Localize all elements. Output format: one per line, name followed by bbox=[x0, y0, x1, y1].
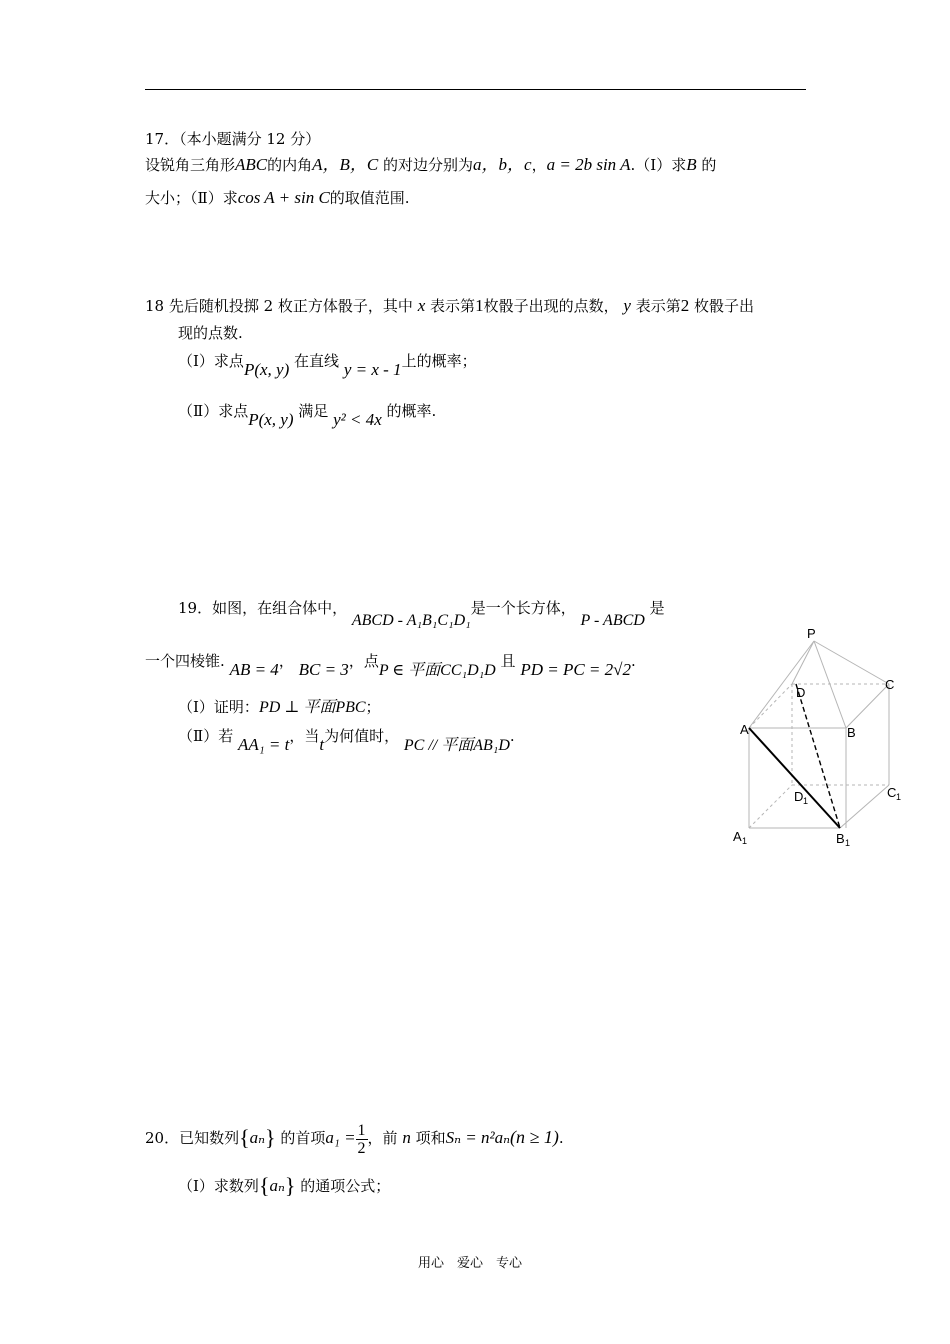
q17-text: ， bbox=[531, 156, 547, 174]
figure-diagonal-db1 bbox=[796, 684, 840, 828]
q17-text: 的取值范围. bbox=[329, 189, 410, 207]
q17-text: 的内角 bbox=[267, 156, 313, 174]
q18-text: （Ⅱ）求点 bbox=[178, 402, 249, 420]
q20-line1 bbox=[145, 1119, 564, 1157]
q18-line2: 现的点数. bbox=[178, 324, 243, 342]
q18-text: 枚骰子出 bbox=[693, 297, 754, 315]
q17-text: 的 bbox=[701, 156, 717, 174]
figure-diagonal-ab1 bbox=[749, 728, 840, 828]
q17-header: 17．（本小题满分 12 分） bbox=[145, 130, 321, 148]
label-b: B bbox=[847, 725, 856, 740]
q18-text: 上的概率； bbox=[401, 352, 477, 370]
q20-brace: { bbox=[258, 1173, 270, 1198]
label-a: A bbox=[740, 722, 749, 737]
q17-sides: a，b，c bbox=[473, 155, 532, 174]
q18-inequality: y² < 4x bbox=[333, 410, 382, 429]
q17-equation: a = 2b sin A bbox=[546, 155, 631, 174]
q19-pyramid: P - ABCD bbox=[580, 612, 645, 629]
q19-figure bbox=[725, 620, 915, 860]
q18-text: 枚骰子出现的点数， bbox=[483, 297, 619, 315]
q18-part1 bbox=[178, 350, 477, 379]
q18-text: 表示第 bbox=[635, 297, 681, 315]
q19-line1 bbox=[178, 597, 665, 629]
q19-text: 是 bbox=[649, 599, 665, 617]
q20-text: ，前 bbox=[367, 1129, 398, 1147]
q19-pd-pc: PD = PC = 2√2 bbox=[520, 660, 631, 679]
q19-ab: AB = 4 bbox=[229, 660, 279, 679]
q18-line-eq: y = x - 1 bbox=[343, 360, 402, 379]
label-a1-sub: 1 bbox=[742, 836, 748, 846]
q18-text: 的概率. bbox=[386, 402, 437, 420]
q18-point: P(x, y) bbox=[248, 410, 294, 429]
label-d1-sub: 1 bbox=[803, 796, 809, 806]
q18-text: 在直线 bbox=[294, 352, 340, 370]
q18-text: 18 先后随机投掷 2 枚正方体骰子，其中 bbox=[145, 297, 413, 315]
label-c: C bbox=[885, 677, 895, 692]
q19-statement: PC // 平面AB₁D bbox=[403, 737, 510, 754]
q19-text: ， bbox=[278, 652, 294, 670]
label-b1-sub: 1 bbox=[845, 838, 851, 848]
q20-sequence: aₙ bbox=[269, 1176, 285, 1195]
q20-text: 的通项公式； bbox=[300, 1177, 391, 1195]
q18-text: 表示第 bbox=[430, 297, 476, 315]
label-d1: D bbox=[794, 789, 804, 804]
q18-point: P(x, y) bbox=[243, 360, 290, 379]
q20-text: （Ⅰ）求数列 bbox=[178, 1177, 259, 1195]
q18-line1 bbox=[145, 295, 754, 316]
q19-line2 bbox=[145, 648, 636, 679]
q20-text: . bbox=[558, 1129, 564, 1147]
q20-sequence: aₙ bbox=[249, 1128, 266, 1147]
q20-text: 20．已知数列 bbox=[145, 1129, 240, 1147]
q19-var-t: t bbox=[319, 735, 325, 754]
q19-part1 bbox=[178, 694, 381, 717]
q19-point-plane: P ∈ 平面CC₁D₁D bbox=[378, 662, 496, 679]
q19-text: 为何值时， bbox=[324, 727, 400, 745]
q20-a1: a₁ = bbox=[325, 1128, 356, 1147]
q19-text: 19．如图，在组合体中， bbox=[178, 599, 348, 617]
q19-text: 且 bbox=[500, 652, 516, 670]
q19-text: ； bbox=[365, 698, 381, 716]
label-c1: C bbox=[887, 785, 897, 800]
header-rule bbox=[145, 89, 806, 90]
q17-text: .（Ⅰ）求 bbox=[630, 156, 687, 174]
q19-aa1: AA₁ = t bbox=[237, 735, 290, 754]
q20-var-n: n bbox=[402, 1128, 411, 1147]
q18-num-1: 1 bbox=[475, 296, 484, 315]
q19-text: （Ⅰ）证明： bbox=[178, 698, 259, 716]
q17-text: 的对边分别为 bbox=[383, 156, 474, 174]
label-p: P bbox=[807, 626, 816, 641]
label-b1: B bbox=[836, 831, 845, 846]
q17-angles: A，B，C bbox=[312, 155, 379, 174]
q20-fraction-den: 2 bbox=[357, 1139, 366, 1157]
q18-text: 满足 bbox=[298, 402, 329, 420]
q20-brace: { bbox=[239, 1125, 250, 1150]
q20-condition: (n ≥ 1) bbox=[510, 1127, 559, 1147]
q19-text: ，点 bbox=[348, 652, 379, 670]
q20-brace: } bbox=[265, 1125, 276, 1150]
label-d: D bbox=[796, 685, 806, 700]
q20-sum: Sₙ = n²aₙ bbox=[445, 1128, 510, 1147]
q20-part1 bbox=[178, 1168, 390, 1204]
q20-text: 项和 bbox=[415, 1129, 446, 1147]
q17-angle-b: B bbox=[686, 155, 697, 174]
q17-line1 bbox=[145, 150, 716, 175]
q19-bc: BC = 3 bbox=[298, 660, 349, 679]
q18-part2 bbox=[178, 400, 437, 429]
q18-var-y: y bbox=[623, 296, 631, 315]
q20-fraction-num: 1 bbox=[357, 1121, 366, 1139]
q17-line2 bbox=[145, 187, 410, 208]
page-footer: 用心 爱心 专心 bbox=[418, 1256, 523, 1271]
q19-text: 一个四棱锥. bbox=[145, 652, 225, 670]
q17-triangle: ABC bbox=[235, 155, 268, 174]
q19-text: . bbox=[631, 652, 636, 670]
q19-text: ，当 bbox=[289, 727, 320, 745]
figure-light-edges bbox=[749, 641, 889, 828]
q18-text: （Ⅰ）求点 bbox=[178, 352, 244, 370]
label-a1: A bbox=[733, 829, 742, 844]
q17-expression: cos A + sin C bbox=[237, 188, 330, 207]
q20-brace: } bbox=[284, 1173, 296, 1198]
q18-var-x: x bbox=[417, 296, 426, 315]
q17-text: 大小；（Ⅱ）求 bbox=[145, 189, 238, 207]
q19-text: （Ⅱ）若 bbox=[178, 727, 234, 745]
q19-text: . bbox=[509, 727, 515, 745]
q20-fraction bbox=[356, 1122, 368, 1157]
label-c1-sub: 1 bbox=[896, 792, 902, 802]
q19-part2 bbox=[178, 723, 515, 754]
q20-text: 的首项 bbox=[280, 1129, 326, 1147]
q18-num-2: 2 bbox=[680, 296, 690, 315]
q19-text: 是一个长方体， bbox=[470, 599, 576, 617]
q19-box: ABCD - A₁B₁C₁D₁ bbox=[351, 612, 471, 629]
q19-statement: PD ⊥ 平面PBC bbox=[258, 699, 366, 716]
q17-text: 设锐角三角形 bbox=[145, 156, 236, 174]
